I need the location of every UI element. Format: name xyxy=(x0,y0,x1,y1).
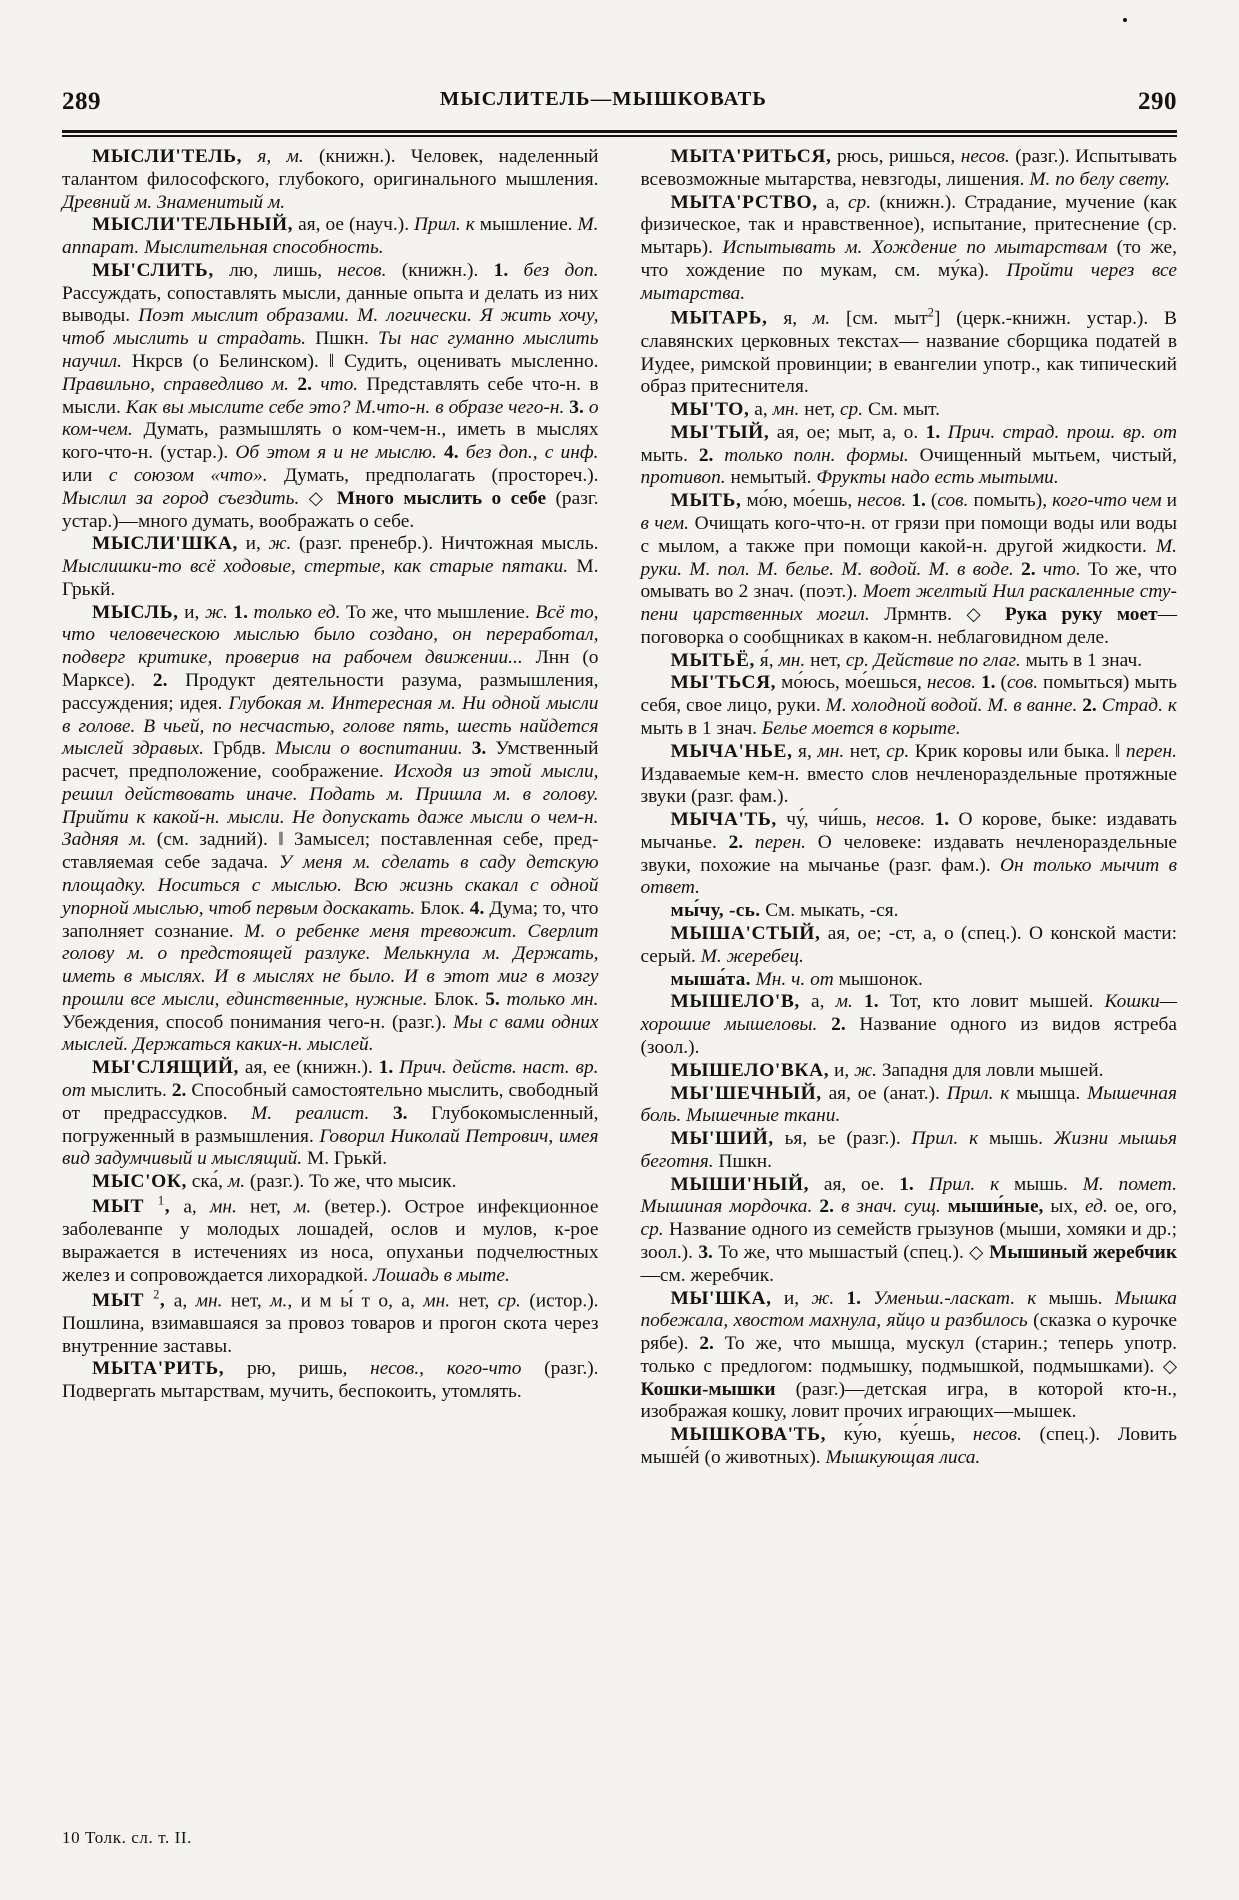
dictionary-entry xyxy=(640,1083,1177,1129)
dictionary-entry xyxy=(640,650,1177,673)
entry-headword: МЫ'ШКА, xyxy=(670,1287,772,1309)
entry-headword: МЫТАРЬ, xyxy=(670,307,768,329)
dictionary-entry xyxy=(62,146,599,214)
entry-headword: МЫТЬ, xyxy=(670,490,742,512)
dictionary-entry xyxy=(62,1358,599,1404)
dictionary-entry xyxy=(640,741,1177,809)
entry-definition: я, м. (книжн.). Человек, наделенный талантом философского, глубокого, оригинального мышления. Древний м. Знаменитый м. xyxy=(62,146,599,213)
entry-headword: МЫС'ОК, xyxy=(92,1171,187,1193)
entry-definition: а, мн. нет, м., и м ы́ т о, а, мн. нет, ср. (истор.). Пошлина, взимавшаяся за провоз товаров и прогон скота через внутренние заставы. xyxy=(62,1290,599,1357)
dictionary-entry xyxy=(640,1174,1177,1288)
entry-headword: МЫСЛИ'ШКА, xyxy=(92,533,238,555)
folio-left: 289 xyxy=(62,88,101,115)
entry-definition: и, ж. (разг. пренебр.). Ничтожная мысль. Мыслишки-то всё ходовые, стертые, как старые пятаки. М. Грькй. xyxy=(62,533,599,600)
entry-definition: ая, ое (анат.). Прил. к мышца. Мышечная боль. Мышечные ткани. xyxy=(640,1082,1177,1127)
entry-definition: а, ср. (книжн.). Страдание, мучение (как физическое, так и нравственное), испытание, притеснение (ср. мытарь). Испытывать м. Хождение по мытарствам (то же, что хождение по мукам, см. му́ка). Пройти через все мытарства. xyxy=(640,191,1177,304)
dictionary-entry xyxy=(640,969,1177,992)
dictionary-entry xyxy=(640,809,1177,900)
entry-definition: мо́юсь, мо́ешься, несов. 1. (сов. помыться) мыть себя, свое лицо, руки. М. холодной водой. М. в ванне. 2. Страд. к мыть в 1 знач. Белье моется в корыте. xyxy=(640,672,1177,739)
rule-thick xyxy=(62,130,1177,133)
entry-headword: МЫСЛЬ, xyxy=(92,601,179,623)
entry-definition: и, ж. 1. только ед. То же, что мышление. Всё то, что человеческою мыслью было создано, он переработал, подверг критике, проверив на рабочем движении... Лнн (о Марксе). 2. Продукт деятельности разума, размышления, рассуждения; идея. Глубокая м. Интересная м. Ни одной мысли в голове. В чьей, по несчастью, голове пять, шесть найдется мыслей здравых. Грбдв. Мысли о воспитании. 3. Умственный расчет, предположение, соображение. Исходя из этой мысли, решил действовать иначе. Подать м. Пришла м. в голову. Прийти к какой-н. мысли. Не допускать даже мысли о чем-н. Задняя м. (см. задний). ‖ Замысел; поставленная себе, представляемая себе задача. У меня м. сделать в саду детскую площадку. Носиться с мыслью. Всю жизнь скакал с одной упорной мыслью, чтоб первым доскакать. Блок. 4. Дума; то, что заполняет сознание. М. о ребенке меня тревожит. Сверлит голову м. о предстоящей разлуке. Мелькнула м. Держать, иметь в мыслях. И в мыслях не было. И в этот миг в мозгу прошли все мысли, единственные, нужные. Блок. 5. только мн. Убеждения, способ понимания чего-н. (разг.). Мы с вами одних мыслей. Держаться каких-н. мыслей. xyxy=(62,601,599,1056)
entry-headword: МЫТ $^1$, xyxy=(92,1193,171,1218)
entry-headword: МЫША'СТЫЙ, xyxy=(670,923,821,945)
dictionary-entry xyxy=(62,1194,599,1288)
dictionary-entry xyxy=(640,1288,1177,1425)
entry-definition: а, мн. нет, ср. См. мыт. xyxy=(749,399,941,421)
dictionary-entry xyxy=(640,991,1177,1059)
entry-headword: МЫЧА'ТЬ, xyxy=(670,809,777,831)
entry-definition: ска́, м. (разг.). То же, что мысик. xyxy=(186,1171,457,1193)
entry-headword: МЫТ $^2$, xyxy=(92,1287,166,1311)
entry-headword: МЫ'ТО, xyxy=(670,399,750,421)
signature-line: 10 Толк. сл. т. II. xyxy=(62,1828,193,1847)
entry-headword: мыша́та. xyxy=(670,968,751,990)
rule-thin xyxy=(62,135,1177,137)
entry-definition: ая, ое. 1. Прил. к мышь. М. помет. Мышиная мордочка. 2. в знач. сущ. мыши́ные, ых, ед. ое, ого, ср. Название одного из семейств грызунов (мыши, хомяки и др.; зоол.). 3. То же, что мышастый (спец.). ◇ Мышиный жеребчик—см. жеребчик. xyxy=(640,1173,1177,1286)
entry-headword: МЫШЕЛО'В, xyxy=(670,991,800,1013)
dictionary-entry xyxy=(640,1128,1177,1174)
entry-headword: МЫСЛИ'ТЕЛЬНЫЙ, xyxy=(92,214,294,236)
dictionary-entry xyxy=(62,260,599,533)
entry-definition: ая, ое (науч.). Прил. к мышление. М. аппарат. Мыслительная способность. xyxy=(62,214,599,259)
entry-headword: мы́чу, -сь. xyxy=(670,900,761,922)
running-head xyxy=(62,88,1177,122)
entry-definition: я́, мн. нет, ср. Действие по глаг. мыть в 1 знач. xyxy=(754,649,1143,671)
dictionary-entry xyxy=(62,214,599,260)
column-left xyxy=(62,146,613,1860)
entry-definition: ья, ье (разг.). Прил. к мышь. Жизни мышья беготня. Пшкн. xyxy=(640,1128,1177,1172)
entry-headword: МЫШИ'НЫЙ, xyxy=(670,1173,810,1195)
entry-headword: МЫТА'РСТВО, xyxy=(670,191,818,213)
dictionary-entry xyxy=(640,923,1177,969)
dictionary-entry xyxy=(62,1057,599,1171)
dictionary-entry xyxy=(640,490,1177,649)
entry-headword: МЫШКОВА'ТЬ, xyxy=(670,1424,827,1446)
dictionary-entry xyxy=(640,672,1177,740)
dictionary-entry xyxy=(62,533,599,601)
entry-headword: МЫ'СЛЯЩИЙ, xyxy=(92,1057,240,1079)
entry-definition: ая, ое; мыт, а, о. 1. Прич. страд. прош. вр. от мыть. 2. только полн. формы. Очищенный мытьем, чистый, противоп. немытый. Фрукты надо есть мытыми. xyxy=(640,421,1177,489)
entry-definition: и, ж. 1. Уменьш.-ласкат. к мышь. Мышка побежала, хвостом махнула, яйцо и разбилось (сказка о курочке рябе). 2. То же, что мышца, мускул (старин.; теперь употр. только с предлогом: подмышку, подмышкой, подмышками). ◇ Кошки-мышки (разг.)—детская игра, в которой кто-н., изображая кошку, ловит прочих играющих—мышек. xyxy=(640,1287,1177,1423)
entry-headword: МЫСЛИ'ТЕЛЬ, xyxy=(92,146,243,167)
dictionary-entry xyxy=(640,900,1177,923)
folio-right: 290 xyxy=(1138,88,1177,115)
entry-definition: ая, ее (книжн.). 1. Прич. действ. наст. вр. от мыслить. 2. Способный самостоятельно мыслить, свободный от предрассудков. М. реалист. 3. Глубокомысленный, погруженный в размышления. Говорил Николай Петрович, имея вид задумчивый и мыслящий. М. Грькй. xyxy=(62,1057,599,1170)
entry-definition: рю, ришь, несов., кого-что (разг.). Подвергать мытарствам, мучить, беспокоить, утомлять. xyxy=(62,1358,599,1403)
entry-definition: а, м. 1. Тот, кто ловит мышей. Кошки—хорошие мышеловы. 2. Название одного из видов ястреба (зоол.). xyxy=(640,991,1177,1058)
entry-headword: МЫТА'РИТЬ, xyxy=(92,1358,225,1380)
text-columns xyxy=(62,146,1177,1860)
column-right xyxy=(614,146,1177,1860)
dictionary-entry xyxy=(640,192,1177,306)
entry-definition: рюсь, ришься, несов. (разг.). Испытывать всевозможные мытарства, невзгоды, лишения. М. по белу свету. xyxy=(640,146,1177,190)
entry-headword: МЫЧА'НЬЕ, xyxy=(670,740,793,762)
entry-headword: МЫ'ШИЙ, xyxy=(670,1128,774,1150)
header-dot-mark xyxy=(1123,18,1127,22)
dictionary-entry xyxy=(640,1060,1177,1083)
entry-headword: МЫ'ТЬСЯ, xyxy=(670,672,777,694)
dictionary-entry xyxy=(640,399,1177,422)
entry-definition: ку́ю, ку́ешь, несов. (спец.). Ловить мыше́й (о животных). Мышкующая лиса. xyxy=(640,1424,1177,1468)
entry-headword: МЫШЕЛО'ВКА, xyxy=(670,1059,830,1081)
dictionary-entry xyxy=(62,602,599,1058)
entry-definition: ая, ое; -ст, а, о (спец.). О конской масти: серый. М. жеребец. xyxy=(640,923,1177,967)
header-rule xyxy=(62,130,1177,138)
entry-headword: МЫ'СЛИТЬ, xyxy=(92,259,214,281)
entry-definition: и, ж. Западня для ловли мышей. xyxy=(829,1059,1104,1081)
entry-headword: МЫТА'РИТЬСЯ, xyxy=(670,146,832,167)
dictionary-entry xyxy=(62,1288,599,1359)
entry-headword: МЫ'ШЕЧНЫЙ, xyxy=(670,1082,822,1104)
entry-definition: я, мн. нет, ср. Крик коровы или быка. ‖ перен. Издаваемые кем-н. вместо слов нечленораздельные протяжные звуки (разг. фам.). xyxy=(640,740,1177,808)
entry-definition: Мн. ч. от мышонок. xyxy=(755,968,923,990)
dictionary-entry xyxy=(640,305,1177,399)
dictionary-entry xyxy=(640,146,1177,192)
dictionary-entry xyxy=(62,1171,599,1194)
entry-definition: я, м. [см. мыт$^2$] (церк.-книжн. устар.). В славянских церковных текстах— название сборщика податей в Иудее, римской провинции; в евангелии употр., как типический образ притеснителя. xyxy=(640,305,1177,398)
entry-definition: чу́, чи́шь, несов. 1. О корове, быке: издавать мычанье. 2. перен. О человеке: издавать нечленораздельные звуки, похожие на мычанье (разг. фам.). Он только мычит в ответ. xyxy=(640,809,1177,899)
entry-headword: МЫТЬЁ, xyxy=(670,649,755,671)
entry-definition: мо́ю, мо́ешь, несов. 1. (сов. помыть), кого-что чем и в чем. Очищать кого-что-н. от грязи при помощи воды или воды с мылом, а также при помощи какой-н. другой жидкости. М. руки. М. пол. М. белье. М. водой. М. в воде. 2. что. То же, что омывать во 2 знач. (поэт.). Моет желтый Нил раскаленные ступени царственных могил. Лрмнтв. ◇ Рука руку моет—поговорка о сообщниках в каком-н. неблаговидном деле. xyxy=(640,490,1177,648)
dictionary-entry xyxy=(640,1424,1177,1470)
entry-definition: лю, лишь, несов. (книжн.). 1. без доп. Рассуждать, сопоставлять мысли, данные опыта и делать из них выводы. Поэт мыслит образами. М. логически. Я жить хочу, чтоб мыслить и страдать. Пшкн. Ты нас гуманно мыслить научил. Нкрсв (о Белинском). ‖ Судить, оценивать мысленно. Правильно, справедливо м. 2. что. Представлять себе что-н. в мысли. Как вы мыслите себе это? М.что-н. в образе чего-н. 3. о ком-чем. Думать, размышлять о ком-чем-н., иметь в мыслях кого-что-н. (устар.). Об этом я и не мыслю. 4. без доп., с инф. или с союзом «что». Думать, предполагать (простореч.). Мыслил за город съездить. ◇ Много мыслить о себе (разг. устар.)—много думать, воображать о себе. xyxy=(62,259,599,532)
running-title: МЫСЛИТЕЛЬ—МЫШКОВАТЬ xyxy=(439,88,768,110)
entry-definition: См. мыкать, -ся. xyxy=(760,900,899,922)
dictionary-entry xyxy=(640,422,1177,490)
entry-headword: МЫ'ТЫЙ, xyxy=(670,421,770,443)
entry-definition: а, мн. нет, м. (ветер.). Острое инфекционное заболеванпе у молодых лошадей, ослов и мулов, к-рое выражается в истечениях из носа, опуханьи подчелюстных желез и сопровождается лихорадкой. Лошадь в мыте. xyxy=(62,1196,599,1286)
